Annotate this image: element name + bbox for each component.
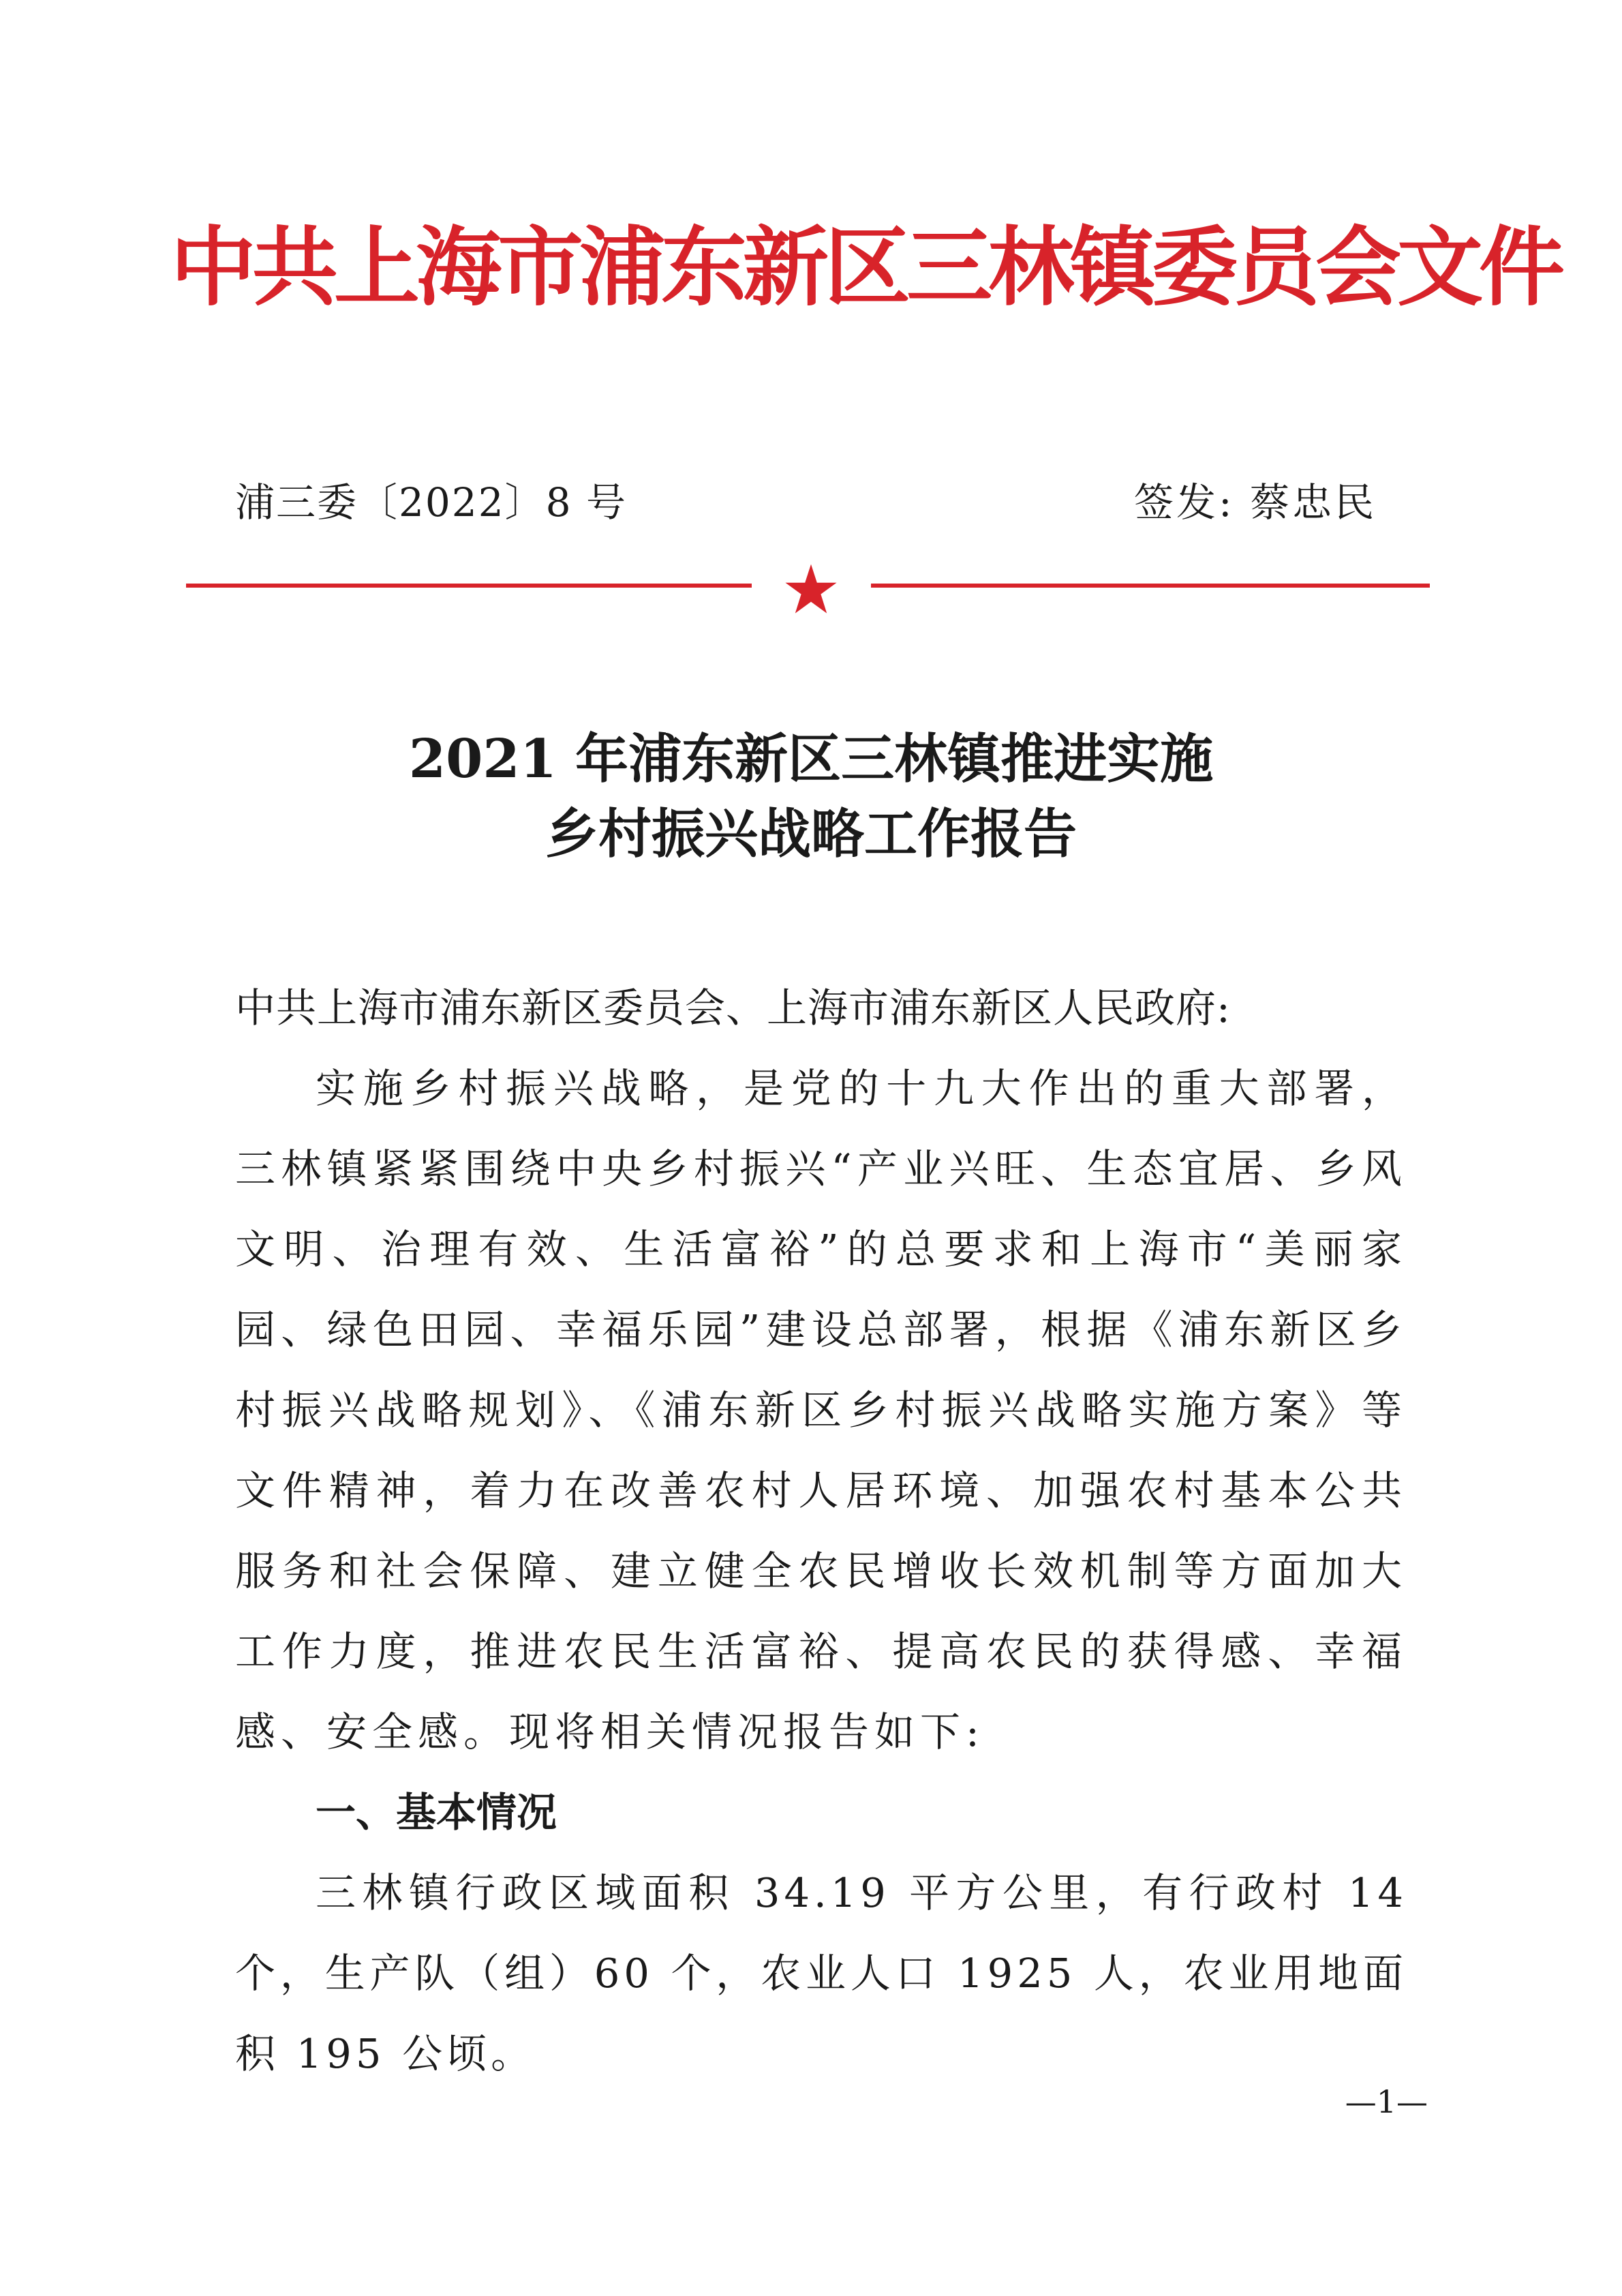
red-separator-line-right	[871, 584, 1430, 588]
issuer	[1134, 479, 1377, 526]
issuer-label: 签发:	[1134, 479, 1235, 526]
basic-situation-paragraph: 三林镇行政区域面积 34.19 平方公里，有行政村 14 个，生产队（组）60 个，农业人口 1925 人，农业用地面积 195 公顷。	[235, 1869, 1407, 2077]
report-title-line-2: 乡村振兴战略工作报告	[545, 803, 1077, 865]
salutation: 中共上海市浦东新区委员会、上海市浦东新区人民政府:	[235, 984, 1231, 1031]
red-star-icon	[784, 563, 838, 615]
page-number: —1—	[1345, 2083, 1428, 2120]
issuer-name: 蔡忠民	[1249, 479, 1377, 526]
section-heading-basic-situation: 一、基本情况	[316, 1789, 557, 1836]
red-separator-line-left	[186, 584, 752, 588]
document-number: 浦三委〔2022〕8 号	[235, 479, 627, 526]
red-header-title: 中共上海市浦东新区三林镇委员会文件	[170, 217, 1561, 318]
report-title-line-1: 2021 年浦东新区三林镇推进实施	[408, 728, 1214, 790]
intro-paragraph: 实施乡村振兴战略，是党的十九大作出的重大部署，三林镇紧紧围绕中央乡村振兴“产业兴旺、生态宜居、乡风文明、治理有效、生活富裕”的总要求和上海市“美丽家园、绿色田园、幸福乐园”建设总部署，根据《浦东新区乡村振兴战略规划》、《浦东新区乡村振兴战略实施方案》等文件精神，着力在改善农村人居环境、加强农村基本公共服务和社会保障、建立健全农民增收长效机制等方面加大工作力度，推进农民生活富裕、提高农民的获得感、幸福感、安全感。现将相关情况报告如下:	[235, 1065, 1407, 1755]
